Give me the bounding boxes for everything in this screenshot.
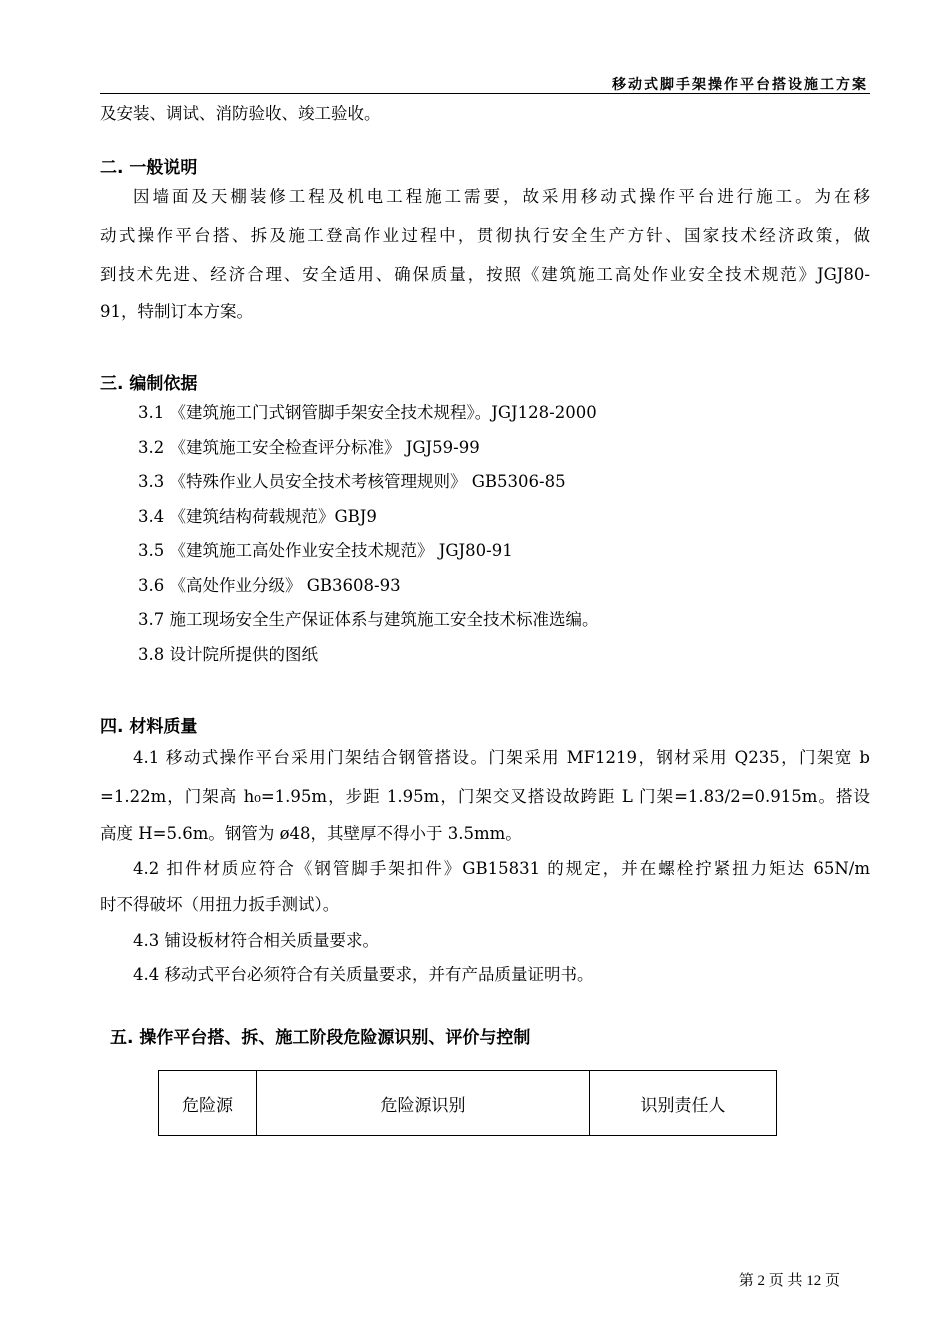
column-header-identification: 危险源识别 [257, 1071, 590, 1136]
page-number: 第 2 页 共 12 页 [738, 1273, 840, 1289]
column-header-responsible: 识别责任人 [590, 1071, 777, 1136]
reference-item: 3.2 《建筑施工安全检查评分标准》 JGJ59-99 [138, 438, 480, 457]
reference-item: 3.1 《建筑施工门式钢管脚手架安全技术规程》。JGJ128-2000 [138, 403, 597, 422]
hazard-table [158, 1070, 777, 1136]
section-4-line: 4.3 铺设板材符合相关质量要求。 [133, 931, 379, 950]
table-header-row [159, 1071, 777, 1136]
reference-item: 3.7 施工现场安全生产保证体系与建筑施工安全技术标准选编。 [138, 610, 599, 629]
section-5-heading: 五. 操作平台搭、拆、施工阶段危险源识别、评价与控制 [110, 1028, 531, 1048]
section-2-line-1: 因墙面及天棚装修工程及机电工程施工需要，故采用移动式操作平台进行施工。为在移 [133, 187, 870, 206]
section-2-line-4: 91，特制订本方案。 [100, 302, 253, 321]
reference-item: 3.8 设计院所提供的图纸 [138, 645, 318, 664]
section-2-line-2: 动式操作平台搭、拆及施工登高作业过程中，贯彻执行安全生产方针、国家技术经济政策，做 [100, 226, 870, 245]
section-4-line: 时不得破坏（用扭力扳手测试）。 [100, 895, 340, 914]
section-4-line: 4.4 移动式平台必须符合有关质量要求，并有产品质量证明书。 [133, 965, 594, 984]
section-4-line: 高度 H=5.6m。钢管为 ø48，其壁厚不得小于 3.5mm。 [100, 824, 522, 843]
running-header: 移动式脚手架操作平台搭设施工方案 [612, 77, 868, 93]
reference-item: 3.4 《建筑结构荷载规范》GBJ9 [138, 507, 377, 526]
reference-item: 3.6 《高处作业分级》 GB3608-93 [138, 576, 401, 595]
section-4-heading: 四. 材料质量 [100, 717, 198, 737]
header-rule [100, 93, 870, 94]
reference-item: 3.5 《建筑施工高处作业安全技术规范》 JGJ80-91 [138, 541, 513, 560]
reference-item: 3.3 《特殊作业人员安全技术考核管理规则》 GB5306-85 [138, 472, 566, 491]
section-4-line: 4.2 扣件材质应符合《钢管脚手架扣件》GB15831 的规定，并在螺栓拧紧扭力矩达 65N/m [133, 859, 870, 878]
section-4-line: 4.1 移动式操作平台采用门架结合钢管搭设。门架采用 MF1219，钢材采用 Q235，门架宽 b [133, 748, 870, 767]
column-header-hazard: 危险源 [159, 1071, 257, 1136]
section-2-heading: 二. 一般说明 [100, 158, 198, 178]
section-3-heading: 三. 编制依据 [100, 374, 198, 394]
section-2-line-3: 到技术先进、经济合理、安全适用、确保质量，按照《建筑施工高处作业安全技术规范》JGJ80- [100, 265, 870, 284]
section-4-line: =1.22m，门架高 h₀=1.95m，步距 1.95m，门架交叉搭设故跨距 L 门架=1.83/2=0.915m。搭设 [100, 787, 870, 806]
intro-tail: 及安装、调试、消防验收、竣工验收。 [100, 104, 381, 123]
